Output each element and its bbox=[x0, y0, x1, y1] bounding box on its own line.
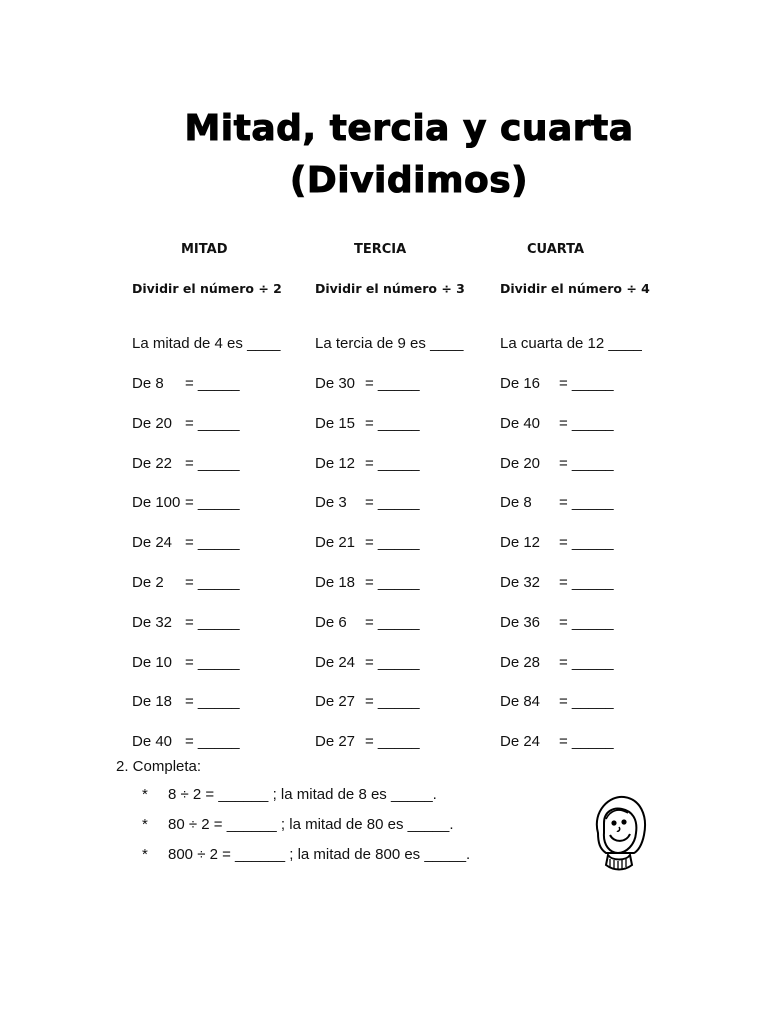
answer-blank[interactable]: = _____ bbox=[365, 534, 420, 552]
exercise-row bbox=[132, 693, 240, 711]
exercise-number: De 3 bbox=[315, 494, 347, 512]
answer-blank[interactable]: = _____ bbox=[559, 733, 614, 751]
answer-blank[interactable]: = _____ bbox=[559, 574, 614, 591]
exercise-row bbox=[315, 375, 420, 392]
answer-blank[interactable]: = _____ bbox=[185, 613, 240, 631]
answer-blank[interactable]: = _____ bbox=[559, 414, 614, 432]
exercise-number: De 6 bbox=[315, 613, 347, 631]
exercise-row bbox=[315, 534, 420, 552]
column-header-cuarta: CUARTA bbox=[527, 242, 585, 257]
exercise-number: De 40 bbox=[500, 414, 541, 432]
completa-item bbox=[142, 786, 437, 803]
exercise-number: De 32 bbox=[132, 613, 173, 631]
exercise-number: De 15 bbox=[315, 414, 356, 432]
completa-text[interactable]: 80 ÷ 2 = ______ ; la mitad de 80 es _____. bbox=[168, 816, 454, 833]
answer-blank[interactable]: = _____ bbox=[559, 613, 614, 631]
exercise-row bbox=[315, 733, 420, 751]
column-header-tercia: TERCIA bbox=[354, 242, 407, 257]
exercise-number: De 20 bbox=[132, 414, 173, 432]
answer-blank[interactable]: = _____ bbox=[185, 454, 240, 472]
answer-blank[interactable]: = _____ bbox=[185, 534, 240, 552]
answer-blank[interactable]: = _____ bbox=[559, 494, 614, 512]
exercise-row bbox=[132, 733, 240, 751]
answer-blank[interactable]: = _____ bbox=[559, 653, 614, 671]
exercise-number: De 36 bbox=[500, 613, 541, 631]
exercise-row bbox=[132, 534, 240, 552]
bullet-star: * bbox=[142, 846, 148, 863]
exercise-row bbox=[315, 653, 420, 671]
exercise-number: De 27 bbox=[315, 693, 356, 711]
exercise-row bbox=[132, 414, 240, 432]
exercise-row bbox=[500, 693, 614, 711]
exercise-number: De 8 bbox=[500, 494, 532, 512]
exercise-row bbox=[315, 574, 420, 591]
answer-blank[interactable]: = _____ bbox=[365, 733, 420, 751]
exercise-row bbox=[315, 613, 420, 631]
exercise-number: De 32 bbox=[500, 574, 541, 591]
exercise-row bbox=[132, 653, 240, 671]
exercise-number: De 2 bbox=[132, 574, 164, 591]
answer-blank[interactable]: = _____ bbox=[559, 454, 614, 472]
child-face-icon bbox=[588, 793, 650, 873]
column-instruction: Dividir el número ÷ 2 bbox=[132, 281, 282, 296]
completa-item bbox=[142, 816, 454, 833]
answer-blank[interactable]: = _____ bbox=[185, 375, 240, 392]
answer-blank[interactable]: = _____ bbox=[365, 653, 420, 671]
answer-blank[interactable]: = _____ bbox=[185, 494, 240, 512]
answer-blank[interactable]: = _____ bbox=[365, 574, 420, 591]
exercise-number: De 16 bbox=[500, 375, 541, 392]
bullet-star: * bbox=[142, 816, 148, 833]
completa-text[interactable]: 800 ÷ 2 = ______ ; la mitad de 800 es _____. bbox=[168, 846, 471, 863]
exercise-number: De 10 bbox=[132, 653, 173, 671]
exercise-row bbox=[500, 733, 614, 751]
completa-item bbox=[142, 846, 470, 863]
exercise-row bbox=[132, 574, 240, 591]
answer-blank[interactable]: = _____ bbox=[365, 494, 420, 512]
exercise-number: De 12 bbox=[500, 534, 541, 552]
bullet-star: * bbox=[142, 786, 148, 803]
column-instruction: Dividir el número ÷ 3 bbox=[315, 281, 465, 296]
exercise-number: De 100 bbox=[132, 494, 181, 512]
answer-blank[interactable]: = _____ bbox=[185, 414, 240, 432]
answer-blank[interactable]: = _____ bbox=[185, 574, 240, 591]
exercise-row bbox=[500, 414, 614, 432]
exercise-number: De 22 bbox=[132, 454, 173, 472]
answer-blank[interactable]: = _____ bbox=[559, 693, 614, 711]
example-exercise: La cuarta de 12 ____ bbox=[500, 335, 642, 352]
answer-blank[interactable]: = _____ bbox=[185, 693, 240, 711]
exercise-row bbox=[132, 454, 240, 472]
exercise-number: De 24 bbox=[500, 733, 541, 751]
completa-text[interactable]: 8 ÷ 2 = ______ ; la mitad de 8 es _____. bbox=[168, 786, 437, 803]
section-2-title: 2. Completa: bbox=[116, 758, 202, 775]
answer-blank[interactable]: = _____ bbox=[365, 693, 420, 711]
example-exercise: La tercia de 9 es ____ bbox=[315, 335, 464, 352]
exercise-row bbox=[315, 693, 420, 711]
exercise-row bbox=[500, 574, 614, 591]
answer-blank[interactable]: = _____ bbox=[185, 653, 240, 671]
exercise-number: De 28 bbox=[500, 653, 541, 671]
column-instruction: Dividir el número ÷ 4 bbox=[500, 281, 650, 296]
answer-blank[interactable]: = _____ bbox=[365, 454, 420, 472]
exercise-number: De 24 bbox=[315, 653, 356, 671]
exercise-number: De 40 bbox=[132, 733, 173, 751]
answer-blank[interactable]: = _____ bbox=[185, 733, 240, 751]
exercise-number: De 8 bbox=[132, 375, 164, 392]
exercise-number: De 24 bbox=[132, 534, 173, 552]
exercise-row bbox=[132, 494, 240, 512]
exercise-number: De 12 bbox=[315, 454, 356, 472]
example-exercise: La mitad de 4 es ____ bbox=[132, 335, 281, 352]
worksheet-subtitle: (Dividimos) bbox=[289, 160, 529, 201]
exercise-row bbox=[500, 534, 614, 552]
exercise-row bbox=[315, 414, 420, 432]
exercise-number: De 30 bbox=[315, 375, 356, 392]
answer-blank[interactable]: = _____ bbox=[365, 414, 420, 432]
column-header-mitad: MITAD bbox=[181, 242, 228, 257]
exercise-number: De 84 bbox=[500, 693, 541, 711]
exercise-row bbox=[132, 613, 240, 631]
answer-blank[interactable]: = _____ bbox=[559, 375, 614, 392]
exercise-number: De 18 bbox=[315, 574, 356, 591]
exercise-row bbox=[132, 375, 240, 392]
exercise-row bbox=[500, 653, 614, 671]
exercise-number: De 18 bbox=[132, 693, 173, 711]
worksheet-title: Mitad, tercia y cuarta bbox=[184, 108, 634, 149]
exercise-row bbox=[500, 613, 614, 631]
answer-blank[interactable]: = _____ bbox=[365, 613, 420, 631]
exercise-number: De 21 bbox=[315, 534, 356, 552]
exercise-row bbox=[500, 454, 614, 472]
exercise-number: De 27 bbox=[315, 733, 356, 751]
exercise-row bbox=[500, 494, 614, 512]
exercise-number: De 20 bbox=[500, 454, 541, 472]
exercise-row bbox=[315, 454, 420, 472]
exercise-row bbox=[315, 494, 420, 512]
exercise-row bbox=[500, 375, 614, 392]
answer-blank[interactable]: = _____ bbox=[365, 375, 420, 392]
answer-blank[interactable]: = _____ bbox=[559, 534, 614, 552]
